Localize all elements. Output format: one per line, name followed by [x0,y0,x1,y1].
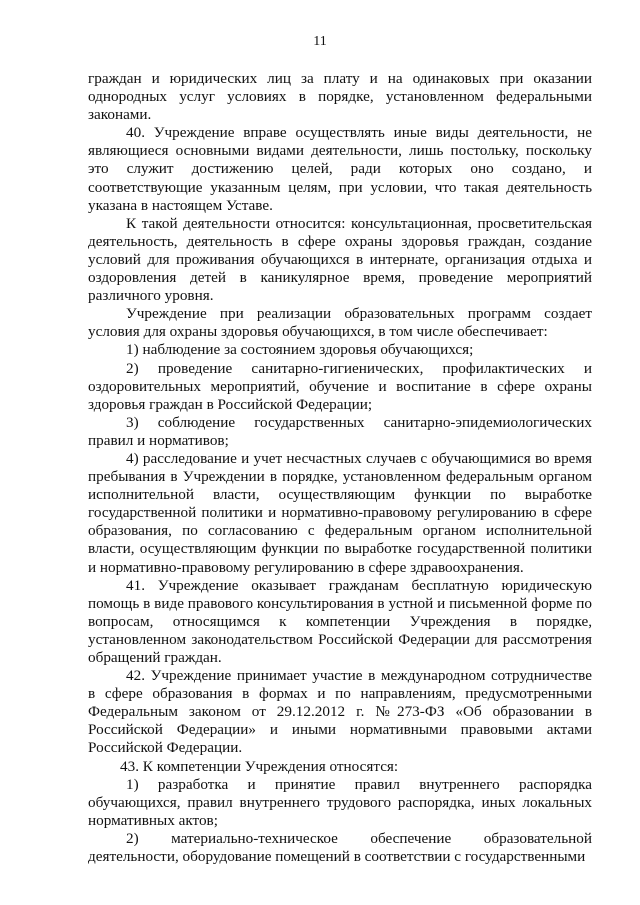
paragraph-item-40: 40. Учреждение вправе осуществлять иные виды деятельности, не являющиеся основными видами деятельности, лишь постольку, поскольку это служит достижению целей, ради которых оно создано, и соответствующие указанным целям, при условии, что такая деятельность указана в настоящем Уставе. [88,124,592,214]
list-item-health-2: 2) проведение санитарно-гигиенических, профилактических и оздоровительных мероприятий, обучение и воспитание в сфере охраны здоровья граждан в Российской Федерации; [88,359,592,413]
paragraph-activities: К такой деятельности относится: консультационная, просветительская деятельность, деятельность в сфере охраны здоровья граждан, создание условий для проживания обучающихся в интернате, организация отдыха и оздоровления детей в каникулярное время, проведение мероприятий различного уровня. [88,214,592,305]
paragraph-item-43: 43. К компетенции Учреждения относятся: [120,757,399,775]
list-item-health-3: 3) соблюдение государственных санитарно-эпидемиологических правил и нормативов; [88,413,592,449]
page-number: 11 [313,34,327,49]
list-item-competence-2: 2) материально-техническое обеспечение образовательной деятельности, оборудование помещений в соответствии с государственными [88,829,592,866]
list-item-health-1: 1) наблюдение за состоянием здоровья обучающихся; [126,341,474,359]
list-item-health-4: 4) расследование и учет несчастных случаев с обучающимися во время пребывания в Учреждении в порядке, установленном федеральным органом исполнительной власти, осуществляющим функции по выработке государственной политики и нормативно-правовому регулированию в сфере образования, по согласованию с федеральным органом исполнительной власти, осуществляющим функции по выработке государственной политики и нормативно-правовому регулированию в сфере здравоохранения. [88,449,592,576]
paragraph-item-42: 42. Учреждение принимает участие в международном сотрудничестве в сфере образования в формах и по направлениям, предусмотренными Федеральным законом от 29.12.2012 г. №273-ФЗ «Об образовании в Российской Федерации» и иными нормативными правовыми актами Российской Федерации. [88,667,592,757]
paragraph-continuation: граждан и юридических лиц за плату и на одинаковых при оказании однородных услуг условиях в порядке, установленном федеральными законами. [88,70,592,124]
paragraph-item-41: 41. Учреждение оказывает гражданам бесплатную юридическую помощь в виде правового консультирования в устной и письменной форме по вопросам, относящимся к компетенции Учреждения в порядке, установленном законодательством Российской Федерации для рассмотрения обращений граждан. [88,576,592,666]
list-item-competence-1: 1) разработка и принятие правил внутреннего распорядка обучающихся, правил внутреннего трудового распорядка, иных локальных нормативных актов; [88,775,592,829]
paragraph-health-conditions: Учреждение при реализации образовательных программ создает условия для охраны здоровья обучающихся, в том числе обеспечивает: [88,305,592,341]
